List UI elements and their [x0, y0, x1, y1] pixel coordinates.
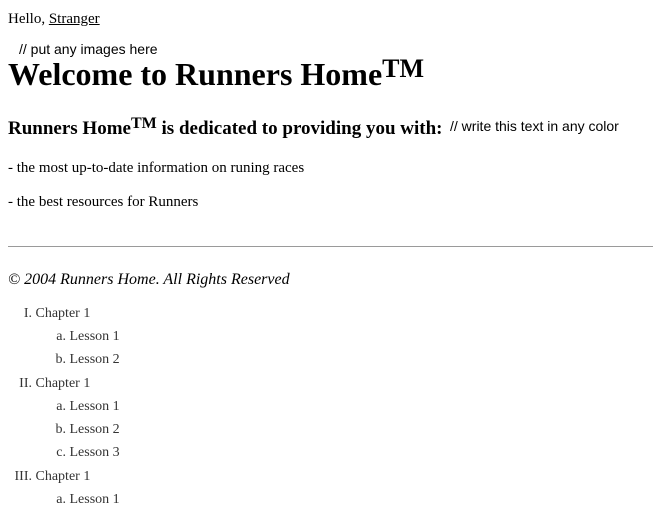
chapter-label: Chapter 1	[35, 306, 91, 321]
chapter-marker: III.	[14, 469, 32, 484]
lesson-item	[0, 398, 120, 416]
chapter-marker: II.	[19, 376, 32, 391]
chapter-item	[0, 305, 90, 323]
bullet-item-races: - the most up-to-date information on runing races	[8, 160, 305, 176]
page-title	[8, 52, 424, 99]
greeting-prefix: Hello,	[8, 11, 49, 27]
page-title-text: Welcome to Runners Home	[8, 56, 383, 92]
subheading-text: is dedicated to providing you with:	[156, 118, 443, 139]
subheading	[8, 114, 443, 145]
lesson-label: Lesson 1	[69, 399, 120, 414]
lesson-marker: c.	[56, 445, 66, 460]
images-placeholder-note: // put any images here	[19, 41, 158, 57]
subheading-brand: Runners Home	[8, 118, 131, 139]
chapter-marker: I.	[23, 306, 32, 321]
bullet-item-resources: - the best resources for Runners	[8, 194, 199, 210]
lesson-item	[0, 491, 120, 509]
chapter-label: Chapter 1	[35, 469, 91, 484]
lesson-item	[0, 421, 120, 439]
divider	[8, 246, 653, 247]
lesson-item	[0, 444, 120, 462]
subheading-trademark: TM	[130, 115, 157, 132]
greeting	[8, 10, 100, 28]
lesson-marker: a.	[56, 329, 66, 344]
lesson-marker: b.	[55, 352, 66, 367]
lesson-item	[0, 328, 120, 346]
lesson-marker: b.	[55, 422, 66, 437]
lesson-label: Lesson 2	[69, 352, 120, 367]
color-placeholder-note: // write this text in any color	[450, 118, 619, 134]
stranger-link[interactable]: Stranger	[48, 11, 100, 27]
lesson-item	[0, 351, 120, 369]
chapter-label: Chapter 1	[35, 376, 91, 391]
lesson-label: Lesson 1	[69, 329, 120, 344]
copyright-notice: © 2004 Runners Home. All Rights Reserved	[8, 271, 290, 288]
trademark-mark: TM	[382, 54, 425, 83]
lesson-label: Lesson 1	[69, 492, 120, 507]
lesson-label: Lesson 2	[69, 422, 120, 437]
lesson-label: Lesson 3	[69, 445, 120, 460]
chapter-item	[0, 375, 90, 393]
lesson-marker: a.	[56, 399, 66, 414]
chapter-item	[0, 468, 90, 486]
lesson-marker: a.	[56, 492, 66, 507]
